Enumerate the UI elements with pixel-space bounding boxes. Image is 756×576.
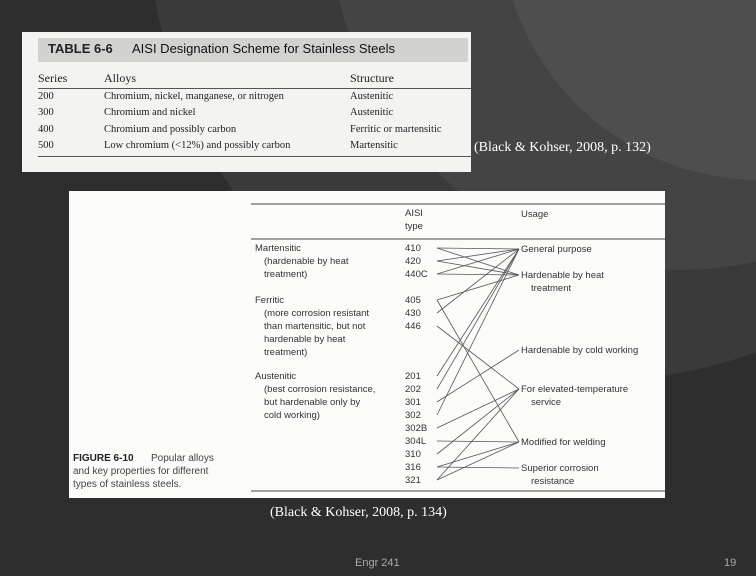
figure-caption: types of stainless steels. — [73, 479, 182, 490]
aisi-type: 405 — [405, 295, 421, 306]
usage-item: For elevated-temperature — [521, 384, 629, 395]
aisi-type: 446 — [405, 321, 421, 332]
usage-item: resistance — [531, 476, 575, 487]
usage-item: Modified for welding — [521, 437, 606, 448]
table-cell: 200 — [38, 91, 54, 102]
column-header-structure: Structure — [350, 71, 394, 85]
aisi-type: 420 — [405, 256, 421, 267]
connector-line — [437, 389, 519, 480]
table-cell: 400 — [38, 124, 54, 135]
table-cell: Chromium and possibly carbon — [104, 124, 237, 135]
aisi-type: 302B — [405, 423, 428, 434]
group-ferritic: Ferritic — [255, 295, 285, 306]
connector-line — [437, 467, 519, 468]
aisi-type: 440C — [405, 269, 428, 280]
connector-line — [437, 249, 519, 261]
group-martensitic: Martensitic — [255, 243, 301, 254]
usage-item: Hardenable by heat — [521, 270, 604, 281]
table-cell: Chromium and nickel — [104, 107, 196, 118]
column-header-alloys: Alloys — [104, 71, 137, 85]
column-header-series: Series — [38, 71, 68, 85]
table-cell: Martensitic — [350, 140, 398, 151]
citation-2: (Black & Kohser, 2008, p. 134) — [270, 505, 447, 520]
connector-line — [437, 249, 519, 313]
table-cell: 300 — [38, 107, 54, 118]
figure-caption-label: FIGURE 6-10 — [73, 453, 134, 464]
group-austenitic: Austenitic — [255, 371, 297, 382]
connector-line — [437, 442, 519, 480]
group-desc: than martensitic, but not — [264, 321, 366, 332]
table-tag: TABLE 6-6 — [48, 41, 113, 56]
usage-header: Usage — [521, 209, 549, 220]
table-cell: Chromium, nickel, manganese, or nitrogen — [104, 91, 284, 102]
group-desc: (more corrosion resistant — [264, 308, 370, 319]
group-desc: treatment) — [264, 269, 308, 280]
aisi-type: 430 — [405, 308, 421, 319]
aisi-type: 202 — [405, 384, 421, 395]
table-header-bar — [38, 38, 468, 62]
connector-line — [437, 300, 519, 442]
table-6-6-image — [22, 32, 471, 172]
usage-item: treatment — [531, 283, 572, 294]
table-cell: Ferritic or martensitic — [350, 124, 442, 135]
usage-item: General purpose — [521, 244, 592, 255]
usage-item: Hardenable by cold working — [521, 345, 639, 356]
slide-number: 19 — [724, 557, 737, 569]
table-cell: Austenitic — [350, 91, 394, 102]
connector-line — [437, 248, 519, 249]
usage-item: service — [531, 397, 562, 408]
aisi-type: 201 — [405, 371, 421, 382]
connector-line — [437, 389, 519, 428]
connector-line — [437, 389, 519, 454]
aisi-type: 316 — [405, 462, 421, 473]
figure-6-10-image — [69, 191, 665, 498]
usage-item: Superior corrosion — [521, 463, 599, 474]
table-cell: 500 — [38, 140, 54, 151]
aisi-type: 302 — [405, 410, 421, 421]
figure-caption: and key properties for different — [73, 466, 209, 477]
group-desc: but hardenable only by — [264, 397, 361, 408]
group-desc: treatment) — [264, 347, 308, 358]
aisi-header-type: type — [405, 221, 423, 232]
connector-line — [437, 441, 519, 442]
figure-caption: Popular alloys — [151, 453, 214, 464]
table-cell: Austenitic — [350, 107, 394, 118]
aisi-type: 301 — [405, 397, 421, 408]
table-cell: Low chromium (<12%) and possibly carbon — [104, 140, 291, 151]
table-title: AISI Designation Scheme for Stainless Steels — [132, 41, 396, 56]
aisi-type: 304L — [405, 436, 427, 447]
table-rule — [38, 156, 471, 157]
table-rule — [38, 88, 471, 89]
citation-1: (Black & Kohser, 2008, p. 132) — [474, 140, 651, 155]
group-desc: (best corrosion resistance, — [264, 384, 376, 395]
aisi-type: 410 — [405, 243, 421, 254]
group-desc: (hardenable by heat — [264, 256, 349, 267]
connector-line — [437, 275, 519, 300]
aisi-type: 310 — [405, 449, 421, 460]
aisi-header: AISI — [405, 208, 423, 219]
connector-line — [437, 442, 519, 467]
group-desc: cold working) — [264, 410, 320, 421]
footer-course: Engr 241 — [355, 557, 400, 569]
group-desc: hardenable by heat — [264, 334, 346, 345]
aisi-type: 321 — [405, 475, 421, 486]
